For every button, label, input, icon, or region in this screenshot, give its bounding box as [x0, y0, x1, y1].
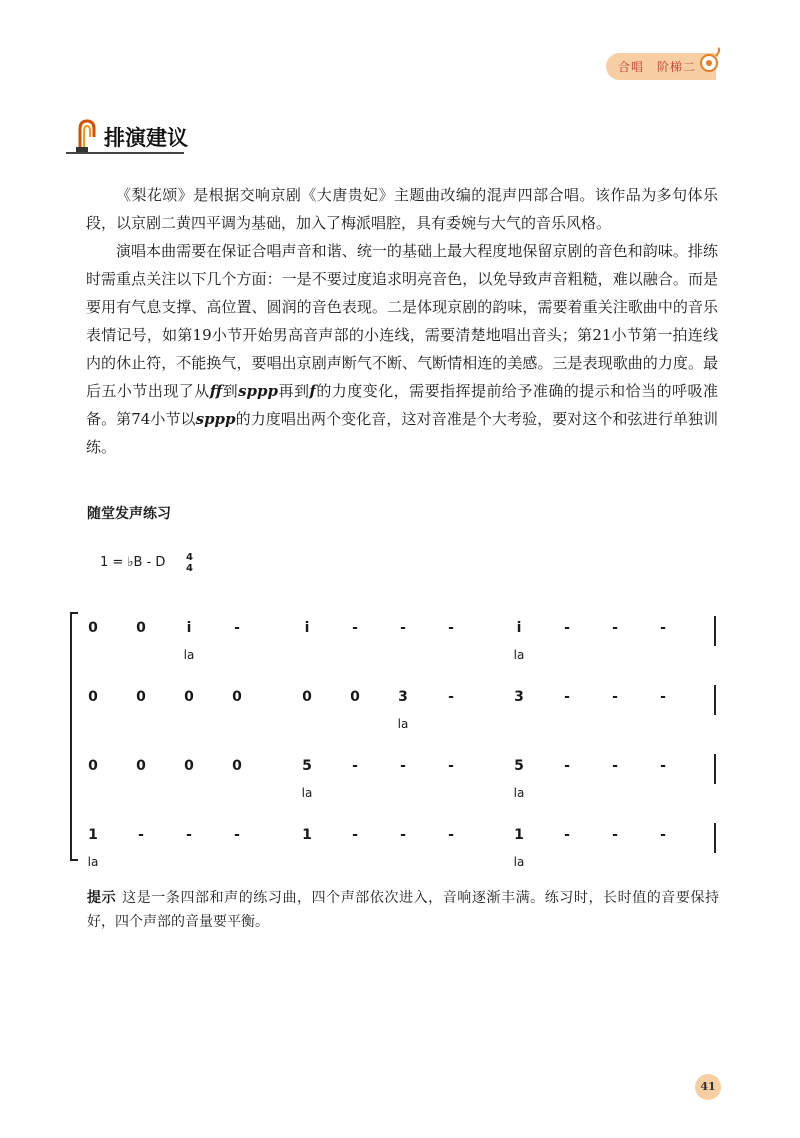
tip — [87, 886, 719, 934]
score-note: 0 — [88, 758, 98, 774]
page-number: 41 — [695, 1074, 721, 1100]
score-note: 3 — [514, 689, 524, 705]
paragraph-2-part-c: 再到 — [278, 382, 310, 400]
score-note: - — [138, 827, 144, 843]
score-note: 3 — [398, 689, 408, 705]
section-title: 排演建议 — [104, 126, 188, 150]
score-note: - — [660, 620, 666, 636]
paragraph-1: 《梨花颂》是根据交响京剧《大唐贵妃》主题曲改编的混声四部合唱。该作品为多句体乐段，以京剧二黄四平调为基础，加入了梅派唱腔，具有委婉与大气的音乐风格。 — [86, 186, 718, 232]
score-barline — [714, 685, 716, 715]
score-note: - — [400, 827, 406, 843]
score-note: - — [564, 620, 570, 636]
time-signature — [186, 552, 193, 574]
score-note: - — [612, 758, 618, 774]
score-note: 0 — [232, 758, 242, 774]
time-signature-bottom: 4 — [186, 563, 193, 574]
score-note: - — [612, 827, 618, 843]
dynamic-f: f — [309, 382, 316, 400]
paragraph-2-part-a: 演唱本曲需要在保证合唱声音和谐、统一的基础上最大程度地保留京剧的音色和韵味。排练时需重点关注以下几个方面：一是不要过度追求明亮音色，以免导致声音粗糙，难以融合。而是要用有气息支撑、高位置、圆润的音色表现。二是体现京剧的韵味，需要着重关注歌曲中的音乐表情记号，如第19小节开始男高音声部的小连线，需要清楚地唱出音头；第21小节第一拍连线内的休止符，不能换气，要唱出京剧声断气不断、气断情相连的美感。三是表现歌曲的力度。最后五小节出现了从 — [86, 242, 718, 400]
score-note: - — [448, 758, 454, 774]
score-note: 1 — [514, 827, 524, 843]
score-note: - — [612, 689, 618, 705]
body-text — [86, 181, 718, 461]
score-note: - — [234, 827, 240, 843]
key-signature: 1 = ♭B - D — [100, 555, 166, 570]
flower-icon — [694, 46, 724, 76]
score-note: 1 — [88, 827, 98, 843]
tip-text: 这是一条四部和声的练习曲，四个声部依次进入，音响逐渐丰满。练习时，长时值的音要保持好，四个声部的音量要平衡。 — [87, 890, 720, 930]
header-section: 阶梯二 — [656, 60, 696, 74]
paragraph-2-part-b: 到 — [222, 382, 239, 400]
score-note: - — [234, 620, 240, 636]
paragraph-2 — [86, 237, 718, 461]
paragraph-2-part-d: 的力度变化，需要指挥提前给予准确的提示和恰当的呼吸准备。第74小节以 — [86, 382, 718, 428]
score-note: 0 — [136, 689, 146, 705]
score-barline — [714, 754, 716, 784]
score-note: i — [516, 620, 522, 636]
score — [70, 612, 730, 869]
score-barline — [714, 823, 716, 853]
score-note: - — [352, 827, 358, 843]
score-note: - — [352, 758, 358, 774]
time-signature-top: 4 — [186, 552, 193, 563]
score-note: - — [612, 620, 618, 636]
header-breadcrumb — [618, 58, 704, 75]
score-note: 0 — [184, 689, 194, 705]
score-note: 0 — [136, 758, 146, 774]
score-lyric: la — [183, 648, 195, 662]
score-barline — [714, 616, 716, 646]
section-underline — [66, 152, 184, 154]
score-brace — [70, 612, 78, 861]
paragraph-2-part-e: 的力度唱出两个变化音，这对音准是个大考验，要对这个和弦进行单独训练。 — [86, 410, 718, 456]
score-note: - — [400, 620, 406, 636]
header-chapter: 合唱 — [618, 60, 645, 74]
score-note: - — [448, 827, 454, 843]
score-note: - — [186, 827, 192, 843]
score-lyric: la — [513, 648, 525, 662]
dynamic-ff: ff — [209, 382, 223, 400]
score-lyric: la — [87, 855, 99, 869]
score-note: 1 — [302, 827, 312, 843]
score-note: i — [186, 620, 192, 636]
score-note: - — [660, 758, 666, 774]
score-note: 0 — [184, 758, 194, 774]
score-note: - — [564, 827, 570, 843]
score-note: 0 — [88, 620, 98, 636]
score-note: i — [304, 620, 310, 636]
dynamic-sppp: sppp — [238, 382, 279, 400]
score-note: - — [400, 758, 406, 774]
score-note: - — [352, 620, 358, 636]
score-note: - — [660, 827, 666, 843]
score-note: 0 — [232, 689, 242, 705]
score-note: 0 — [136, 620, 146, 636]
score-note: - — [660, 689, 666, 705]
score-note: 0 — [350, 689, 360, 705]
tip-label: 提示 — [87, 890, 117, 906]
score-note: - — [564, 758, 570, 774]
score-note: 5 — [302, 758, 312, 774]
score-note: 0 — [302, 689, 312, 705]
exercise-title: 随堂发声练习 — [87, 506, 171, 522]
dynamic-sppp-2: sppp — [195, 410, 236, 428]
score-note: 5 — [514, 758, 524, 774]
microphone-icon — [72, 117, 102, 157]
score-note: - — [448, 689, 454, 705]
score-lyric: la — [397, 717, 409, 731]
score-lyric: la — [513, 855, 525, 869]
score-lyric: la — [301, 786, 313, 800]
score-note: - — [564, 689, 570, 705]
score-lyric: la — [513, 786, 525, 800]
score-note: - — [448, 620, 454, 636]
score-note: 0 — [88, 689, 98, 705]
